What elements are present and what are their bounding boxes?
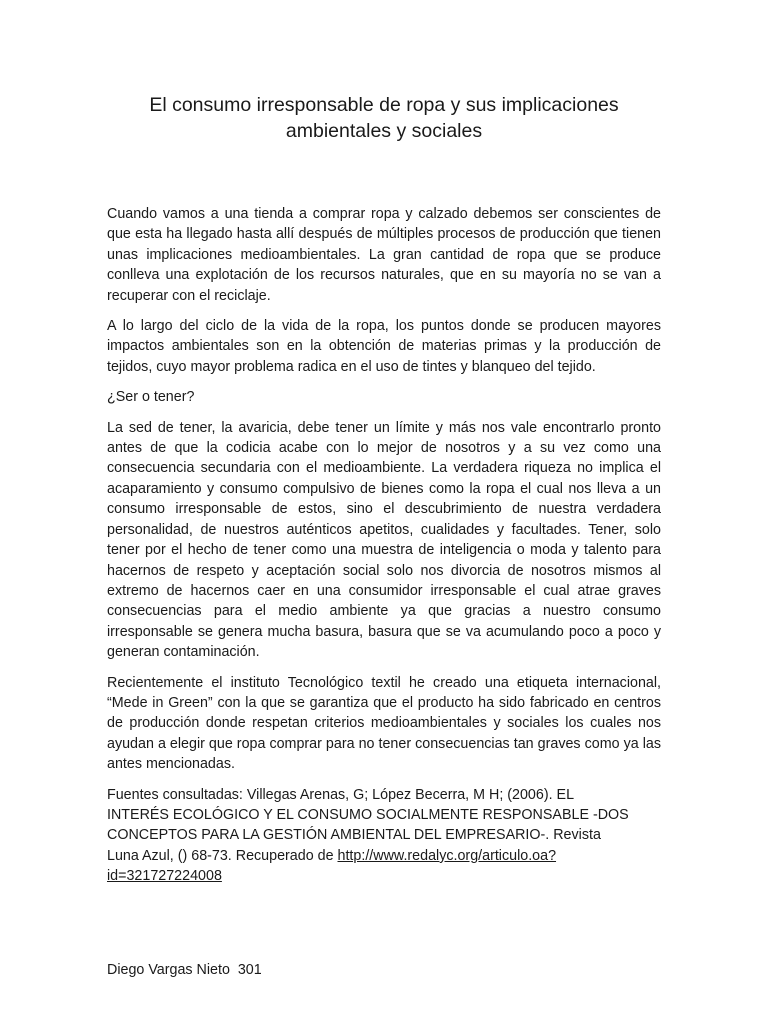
sources-line-1: Fuentes consultadas: Villegas Arenas, G; López Becerra, M H; (2006). EL: [107, 786, 575, 803]
sources-link-line-1[interactable]: http://www.redalyc.org/articulo.oa?: [337, 847, 557, 864]
paragraph-life-cycle: A lo largo del ciclo de la vida de la ropa, los puntos donde se producen mayores impactos ambientales son en la obtención de materias primas y la producción de tejidos, cuyo mayor problema radica en el uso de tintes y blanqueo del tejido.: [107, 318, 661, 375]
paragraph-avaricia: La sed de tener, la avaricia, debe tener un límite y más nos vale encontrarlo pronto antes de que la codicia acabe con lo mejor de nosotros y a su vez como una consecuencia secundaria con el medioambiente. La verdadera riqueza no implica el acaparamiento y consumo compulsivo de bienes como la ropa el cual nos lleva a un consumo irresponsable de estos, sino el descubrimiento de nuestra verdadera personalidad, de nuestros auténticos apetitos, cualidades y facultades. Tener, solo tener por el hecho de tener como una muestra de inteligencia o moda y talento para hacernos de respeto y aceptación social solo nos divorcia de nosotros mismos al extremo de hacernos caer en una consumidor irresponsable el cual atrae graves consecuencias para el medio ambiente ya que gracias a nuestro consumo irresponsable se genera mucha basura, basura que se va acumulando poco a poco y generan contaminación.: [107, 419, 661, 661]
sources-line-2: INTERÉS ECOLÓGICO Y EL CONSUMO SOCIALMENTE RESPONSABLE -DOS: [107, 806, 629, 823]
paragraph-made-in-green: Recientemente el instituto Tecnológico textil he creado una etiqueta internacional, “Mede in Green” con la que se garantiza que el producto ha sido fabricado en centros de producción donde respetan criterios medioambientales y sociales los cuales nos ayudan a elegir que ropa comprar para no tener consecuencias tan graves como ya las antes mencionadas.: [107, 674, 661, 773]
footer-author: Diego Vargas Nieto 301: [107, 962, 262, 978]
paragraph-intro: Cuando vamos a una tienda a comprar ropa y calzado debemos ser conscientes de que esta ha llegado hasta allí después de múltiples procesos de producción que tienen unas implicaciones medioambientales. La gran cantidad de ropa que se produce conlleva una explotación de los recursos naturales, que en su mayoría no se van a recuperar con el reciclaje.: [107, 206, 661, 304]
sources-line-3: CONCEPTOS PARA LA GESTIÓN AMBIENTAL DEL EMPRESARIO-. Revista: [107, 827, 601, 844]
title-line-1: El consumo irresponsable de ropa y sus implicaciones: [149, 94, 619, 116]
section-heading-ser-o-tener: ¿Ser o tener?: [107, 389, 195, 406]
sources-link-line-2[interactable]: id=321727224008: [107, 868, 222, 885]
document-body: [107, 204, 661, 897]
document-title: [100, 92, 668, 144]
title-line-2: ambientales y sociales: [285, 120, 483, 142]
sources-line-4-prefix: Luna Azul, () 68-73. Recuperado de: [107, 847, 338, 864]
sources-citation: [107, 785, 661, 887]
